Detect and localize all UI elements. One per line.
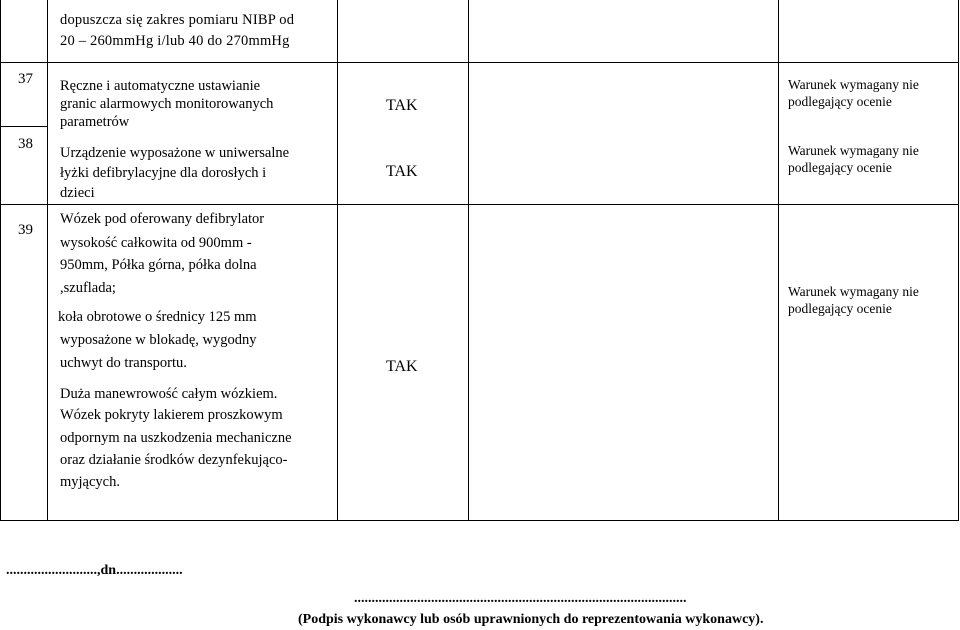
row-number: 37 — [18, 71, 33, 87]
description-line: 20 – 260mmHg i/lub 40 do 270mmHg — [60, 33, 290, 49]
table-border-right — [958, 0, 959, 521]
description-line: dzieci — [60, 185, 95, 201]
evaluation-line: podlegający ocenie — [788, 301, 892, 316]
description-line: wysokość całkowita od 900mm - — [60, 235, 252, 251]
evaluation-line: Warunek wymagany nie — [788, 143, 919, 158]
description-line: uchwyt do transportu. — [60, 355, 187, 371]
evaluation-line: Warunek wymagany nie — [788, 77, 919, 92]
description-line: odpornym na uszkodzenia mechaniczne — [60, 430, 292, 446]
description-line: Duża manewrowość całym wózkiem. — [60, 386, 278, 402]
column-divider-offer — [778, 0, 779, 521]
description-line: granic alarmowych monitorowanych — [60, 96, 274, 112]
description-line: Ręczne i automatyczne ustawianie — [60, 78, 261, 94]
column-divider-lp — [47, 0, 48, 521]
description-line: Wózek pokryty lakierem proszkowym — [60, 407, 283, 423]
signature-caption: (Podpis wykonawcy lub osób uprawnionych do reprezentowania wykonawcy). — [298, 612, 764, 627]
description-line: Urządzenie wyposażone w uniwersalne — [60, 145, 290, 161]
row-divider-2 — [0, 126, 48, 127]
column-divider-description — [337, 0, 338, 521]
place-date-line: ..........................,dn................... — [6, 563, 183, 578]
table-border-bottom — [0, 520, 959, 521]
evaluation-line: Warunek wymagany nie — [788, 284, 919, 299]
evaluation-line: podlegający ocenie — [788, 94, 892, 109]
description-line: Wózek pod oferowany defibrylator — [60, 211, 265, 227]
column-divider-answer — [468, 0, 469, 521]
answer-value: TAK — [386, 358, 418, 375]
description-line: oraz działanie środków dezynfekująco- — [60, 452, 288, 468]
row-divider-1 — [0, 62, 959, 63]
row-divider-3 — [0, 204, 959, 205]
row-number: 38 — [18, 136, 33, 152]
description-line: 950mm, Półka górna, półka dolna — [60, 257, 257, 273]
evaluation-line: podlegający ocenie — [788, 160, 892, 175]
answer-value: TAK — [386, 97, 418, 114]
row-number: 39 — [18, 222, 33, 238]
description-line: wyposażone w blokadę, wygodny — [60, 332, 257, 348]
table-border-left — [0, 0, 1, 521]
signature-line: ............................................................................................... — [354, 591, 687, 606]
description-line: myjących. — [60, 474, 120, 490]
description-line: ,szuflada; — [60, 280, 116, 296]
description-line: parametrów — [60, 114, 130, 130]
description-line: koła obrotowe o średnicy 125 mm — [58, 309, 257, 325]
answer-value: TAK — [386, 163, 418, 180]
description-line: dopuszcza się zakres pomiaru NIBP od — [60, 12, 295, 28]
description-line: łyżki defibrylacyjne dla dorosłych i — [60, 165, 267, 181]
